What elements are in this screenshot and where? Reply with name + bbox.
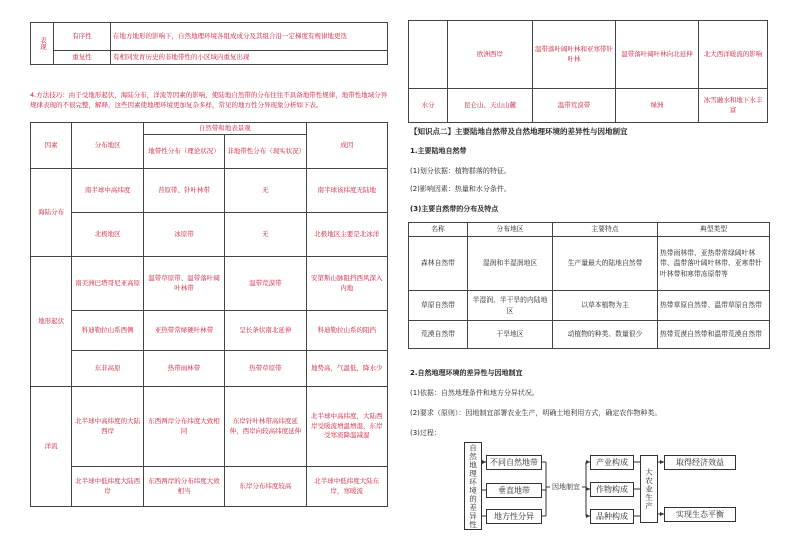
header-zone-group: 自然带和地表景观	[143, 123, 306, 135]
header-theory: 地带性分布（理论状况）	[143, 135, 224, 169]
table-cell: 亚热带常绿硬叶林带	[143, 311, 224, 351]
table-cell: 东西两岸的分布纬度大致相当	[143, 467, 224, 507]
table-cell: 安第斯山脉阻挡西风深入内地	[306, 257, 387, 311]
table-factor: 洋流	[31, 387, 72, 507]
table-cell: 热带荒漠自然带和温带荒漠自然带	[658, 321, 770, 349]
table-cell: 无	[225, 213, 306, 257]
body-text: (1)依据：自然地理条件和地方分异状况。	[410, 389, 539, 397]
table-cell: 呈长条状南北延伸	[225, 311, 306, 351]
flow-box-environment: 自然地理环境的差异性	[464, 442, 482, 530]
table-cell: 温带荒漠带	[225, 257, 306, 311]
flow-label-adapt: 因地制宜	[550, 480, 582, 493]
table-cell: 北半球中低纬度大陆东岸，寒暖流	[306, 467, 387, 507]
table-cell: 北极地区	[72, 213, 144, 257]
table-label: 重复性	[54, 51, 111, 65]
table-cell: 南美洲巴塔哥尼亚高原	[72, 257, 144, 311]
table-cell: 温带落叶阔叶林向北延伸	[616, 21, 699, 89]
table-cell: 北半球中低纬度大陆西岸	[72, 467, 144, 507]
table-cell: 干旱地区	[468, 321, 553, 349]
header-factor: 因素	[31, 123, 72, 169]
table-cell: 冰原带	[143, 213, 224, 257]
table-header: 典型类型	[658, 223, 770, 237]
table-cell: 动植物的种类、数量很少	[553, 321, 658, 349]
header-actual: 非地带性分布（现实状况）	[225, 135, 306, 169]
flow-box-economic: 取得经济效益	[664, 455, 736, 470]
table-factor: 地形起伏	[31, 257, 72, 387]
table-cell: 北大西洋暖流的影响	[699, 21, 768, 89]
table-cell: 半湿润、半干旱的内陆地区	[468, 291, 553, 321]
table-cell: 南半球中高纬度	[72, 169, 144, 213]
table-cell: 北极地区主要是北冰洋	[306, 213, 387, 257]
table-cell: 无	[225, 169, 306, 213]
method-text: 4.方法技巧：由于受地形起伏，海陆分布，洋流等因素的影响，使陆地自然带的分布往往不具备地带性规律，地带性地域分异规律表现的不很完整，解释，这些因素使地理环境更加复杂多样，常见的地方性分异现象分析如下表。	[30, 91, 388, 110]
body-text: (2)要求（原则）：因地制宜部署农业生产，明确土地利用方式，确定农作物种类。	[410, 409, 662, 417]
flow-box-crops: 作物构成	[590, 482, 634, 497]
table-cell: 以草本植物为主	[553, 291, 658, 321]
table-cell: 温带落叶阔叶林和亚寒带针叶林	[533, 21, 616, 89]
table-header: 主要特点	[553, 223, 658, 237]
table-cell: 昆仑山、天山山麓	[448, 89, 533, 123]
flow-box-industry: 产业构成	[590, 455, 634, 470]
table-cell: 热带草原带	[225, 351, 306, 387]
table-cell: 热带草原自然带、温带草原自然带	[658, 291, 770, 321]
table-factor: 海陆分布	[31, 169, 72, 257]
table-cell: 森林自然带	[409, 237, 468, 291]
table-cell: 荒漠自然带	[409, 321, 468, 349]
table-cell: 生产量最大的陆地自然带	[553, 237, 658, 291]
table-factor: 水分	[409, 89, 448, 123]
flow-box-varieties: 品种构成	[590, 509, 634, 524]
table-cell: 在地方地形的影响下，自然地理环境各组成成分及其组合沿一定梯度有规律地更迭	[111, 23, 388, 51]
table-cell: 科迪勒拉山系西侧	[72, 311, 144, 351]
table-cell: 热带雨林带	[143, 351, 224, 387]
flow-box-zones: 不同自然地带	[486, 455, 542, 470]
section-title: 【知识点二】主要陆地自然带及自然地理环境的差异性与因地制宜	[410, 127, 628, 136]
table-header: 分布地区	[468, 223, 553, 237]
table-cell: 欧洲西岸	[448, 21, 533, 89]
header-region: 分布地区	[72, 123, 144, 169]
table-cell: 北半球中高纬度，大陆西岸受暖流增温增湿，东岸受寒流降温减湿	[306, 387, 387, 467]
flow-box-local: 地方性分异	[486, 509, 542, 524]
table-cell: 北半球中高纬度的大陆西岸	[72, 387, 144, 467]
table-cell: 东岸针叶林带高纬度延伸，西岸向较高纬度延伸	[225, 387, 306, 467]
table-cell: 有相同发育历史的非地带性的小区域内重复出现	[111, 51, 388, 65]
table-cell: 地势高，气温低，降水少	[306, 351, 387, 387]
table-cell: 温带荒漠带	[533, 89, 616, 123]
table-cell: 南半球该纬度无陆地	[306, 169, 387, 213]
table-cell: 草原自然带	[409, 291, 468, 321]
flow-box-vertical: 垂直地带	[486, 483, 542, 498]
table-cell: 绿洲	[616, 89, 699, 123]
table-label: 有序性	[54, 23, 111, 51]
table-cell: 热带雨林带、亚热带常绿阔叶林带、温带落叶阔叶林带、亚寒带针叶林带和寒带冻原带等	[658, 237, 770, 291]
table-cell: 温带草原带、温带落叶阔叶林带	[143, 257, 224, 311]
body-text: (1)划分依据：植物群落的特征。	[410, 167, 511, 175]
table-cell: 湿润和半湿润地区	[468, 237, 553, 291]
section-heading: (3)主要自然带的分布及特点	[410, 205, 499, 213]
body-text: (3)过程：	[410, 429, 441, 437]
table-cell: 东岸分布纬度较高	[225, 467, 306, 507]
table-cell: 冰雪融水和地下水丰富	[699, 89, 768, 123]
table-cell: 东非高原	[72, 351, 144, 387]
flow-box-ecological: 实现生态平衡	[664, 507, 736, 522]
table-cell: 苔原带、针叶林带	[143, 169, 224, 213]
section-heading: 2.自然地理环境的差异性与因地制宜	[410, 369, 523, 377]
header-cause: 成因	[306, 123, 387, 169]
table-group: 表现	[31, 23, 54, 65]
body-text: (2)影响因素：热量和水分条件。	[410, 185, 511, 193]
table-header: 名称	[409, 223, 468, 237]
table-cell: 科迪勒拉山系的阻挡	[306, 311, 387, 351]
section-heading: 1.主要陆地自然带	[410, 147, 467, 155]
table-cell: 东西两岸分布纬度大致相同	[143, 387, 224, 467]
flow-box-agriculture: 大农业生产	[640, 455, 658, 523]
